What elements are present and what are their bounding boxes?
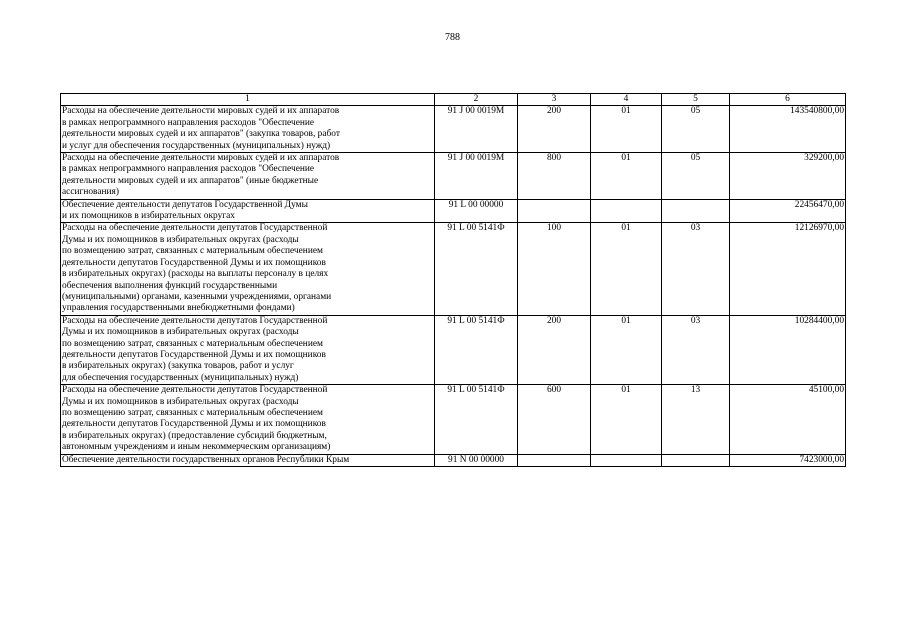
row-description: Расходы на обеспечение деятельности депутатов Государственной Думы и их помощников в избирательных округах (расходы по возмещению затрат, связанных с материальным обеспечением деятельности депутатов Государственной Думы и их помощников в избирательных округах) (закупка товаров, работ и услуг для обеспечения государственных (муниципальных) нужд) bbox=[61, 315, 435, 384]
table-row bbox=[61, 106, 846, 153]
row-amount: 143540800,00 bbox=[730, 106, 846, 153]
column-header: 1 bbox=[61, 94, 435, 106]
row-description: Расходы на обеспечение деятельности мировых судей и их аппаратов в рамках непрограммного направления расходов "Обеспечение деятельности мировых судей и их аппаратов" (иные бюджетные ассигнования) bbox=[61, 153, 435, 200]
row-target-code: 91 L 00 00000 bbox=[435, 199, 518, 223]
table-row bbox=[61, 153, 846, 200]
row-amount: 22456470,00 bbox=[730, 199, 846, 223]
row-target-code: 91 L 00 5141Ф bbox=[435, 315, 518, 384]
row-section: 01 bbox=[591, 315, 662, 384]
row-expense-type: 600 bbox=[518, 385, 591, 454]
column-header: 3 bbox=[518, 94, 591, 106]
row-target-code: 91 L 00 5141Ф bbox=[435, 385, 518, 454]
row-amount: 329200,00 bbox=[730, 153, 846, 200]
row-target-code: 91 L 00 5141Ф bbox=[435, 223, 518, 315]
row-amount: 45100,00 bbox=[730, 385, 846, 454]
page-number: 788 bbox=[445, 32, 460, 43]
row-target-code: 91 J 00 0019М bbox=[435, 153, 518, 200]
row-section: 01 bbox=[591, 153, 662, 200]
row-subsection: 03 bbox=[662, 315, 730, 384]
column-header: 6 bbox=[730, 94, 846, 106]
row-description: Обеспечение деятельности депутатов Государственной Думы и их помощников в избирательных округах bbox=[61, 199, 435, 223]
table-row bbox=[61, 385, 846, 454]
row-subsection bbox=[662, 199, 730, 223]
budget-table bbox=[60, 93, 846, 467]
row-section: 01 bbox=[591, 106, 662, 153]
row-expense-type: 200 bbox=[518, 106, 591, 153]
row-description: Обеспечение деятельности государственных органов Республики Крым bbox=[61, 454, 435, 466]
table-row bbox=[61, 223, 846, 315]
row-subsection: 03 bbox=[662, 223, 730, 315]
column-header: 2 bbox=[435, 94, 518, 106]
table-row bbox=[61, 315, 846, 384]
row-expense-type: 200 bbox=[518, 315, 591, 384]
row-description: Расходы на обеспечение деятельности мировых судей и их аппаратов в рамках непрограммного направления расходов "Обеспечение деятельности мировых судей и их аппаратов" (закупка товаров, работ и услуг для обеспечения государственных (муниципальных) нужд) bbox=[61, 106, 435, 153]
table-row bbox=[61, 199, 846, 223]
row-subsection: 13 bbox=[662, 385, 730, 454]
row-description: Расходы на обеспечение деятельности депутатов Государственной Думы и их помощников в избирательных округах (расходы по возмещению затрат, связанных с материальным обеспечением деятельности депутатов Государственной Думы и их помощников в избирательных округах) (предоставление субсидий бюджетным, автономным учреждениям и иным некоммерческим организациям) bbox=[61, 385, 435, 454]
row-expense-type: 100 bbox=[518, 223, 591, 315]
row-expense-type bbox=[518, 199, 591, 223]
row-section bbox=[591, 199, 662, 223]
column-header: 4 bbox=[591, 94, 662, 106]
row-target-code: 91 J 00 0019М bbox=[435, 106, 518, 153]
row-target-code: 91 N 00 00000 bbox=[435, 454, 518, 466]
row-amount: 10284400,00 bbox=[730, 315, 846, 384]
row-subsection: 05 bbox=[662, 106, 730, 153]
row-subsection: 05 bbox=[662, 153, 730, 200]
row-expense-type: 800 bbox=[518, 153, 591, 200]
row-amount: 12126970,00 bbox=[730, 223, 846, 315]
row-section: 01 bbox=[591, 223, 662, 315]
table-header-row bbox=[61, 94, 846, 106]
row-expense-type bbox=[518, 454, 591, 466]
row-amount: 7423000,00 bbox=[730, 454, 846, 466]
row-description: Расходы на обеспечение деятельности депутатов Государственной Думы и их помощников в избирательных округах (расходы по возмещению затрат, связанных с материальным обеспечением деятельности депутатов Государственной Думы и их помощников в избирательных округах) (расходы на выплаты персоналу в целях обеспечения выполнения функций государственными (муниципальными) органами, казенными учреждениями, органами управления государственными внебюджетными фондами) bbox=[61, 223, 435, 315]
table-row bbox=[61, 454, 846, 466]
row-subsection bbox=[662, 454, 730, 466]
column-header: 5 bbox=[662, 94, 730, 106]
row-section: 01 bbox=[591, 385, 662, 454]
row-section bbox=[591, 454, 662, 466]
